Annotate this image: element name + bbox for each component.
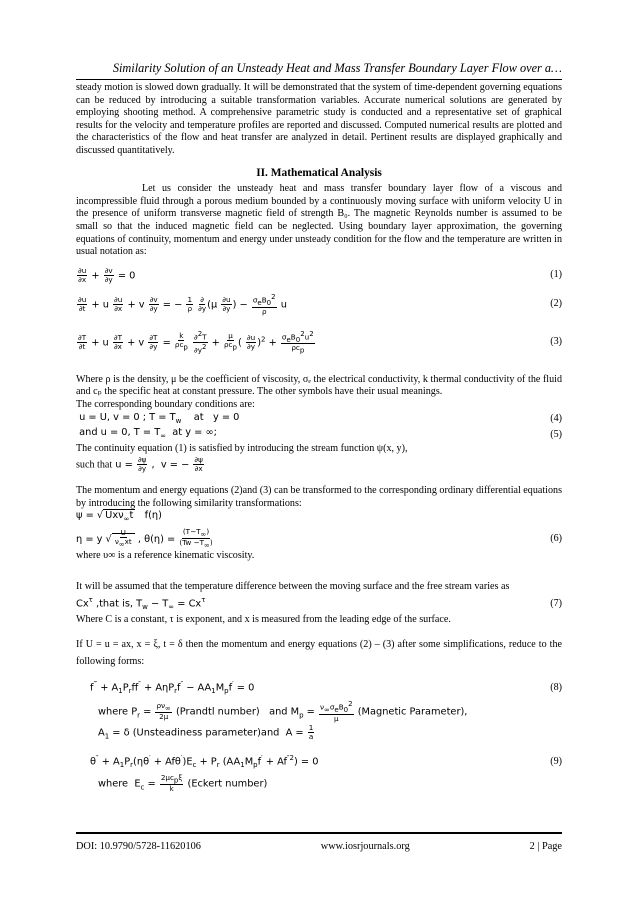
equation-3: $\frac{\partial T}{\partial t}$ + u $\frac{\partial T}{\partial x}$ + v $\frac{\partial T}{\partial y}$ = $\frac{k}{\rho c_p}$ $\frac{\partial^2T}{\partial y^2}$ + $\frac{\mu}{\rho c_p}$ ( $\frac{\partial u}{\partial y}$ )$^2$ + $\frac{\sigma_eB_0^2u^2}{\rho c_p}$ (3): [78, 329, 562, 355]
equation-9: $\theta'' + A_1P_r(\eta\theta' + Af\theta')E_c + P_r$ $(AA_1M_pf' + Af^{''2}) = 0$ (9): [90, 754, 562, 770]
page-footer: [76, 841, 562, 852]
similarity-paragraph: The momentum and energy equations (2)and (3) can be transformed to the corresponding ordinary differential equations by introducing the following similarity transformations:: [76, 485, 562, 509]
header-rule: [76, 79, 562, 80]
equation-6: η = y √ $\frac{U}{\nu_\infty xt}$ , θ(η) = $\frac{(T-T_\infty)}{(Tw -T_\infty)}$ (6): [76, 527, 562, 550]
section-heading: II. Mathematical Analysis: [256, 166, 382, 179]
boundary-condition-4: u = U, v = 0 ; $T = T_w$ at y = 0 (4): [76, 411, 562, 425]
main-body: [76, 82, 562, 794]
equation-2: $\frac{\partial u}{\partial t}$ + u $\frac{\partial u}{\partial x}$ + v $\frac{\partial v}{\partial y}$ = − $\frac{1}{\rho}$ $\frac{\partial}{\partial y}$ (μ $\frac{\partial u}{\partial y}$ ) − $\frac{\sigma_eB_0^2}{\rho}$ u (2): [78, 292, 562, 316]
page-number: 2 | Page: [529, 841, 562, 852]
boundary-condition-5: and u = 0, $T = T_\infty$ at y = ∞; (5): [76, 427, 562, 441]
equation-number: (1): [550, 268, 562, 280]
intro-paragraph: steady motion is slowed down gradually. It will be demonstrated that the system of time-dependent governing equations can be reduced by introducing a suitable transformation variables. Accurate numerical solutions are generated by employing shooting method. A comprehensive parametric study is conducted and a representative set of graphical results for the velocity and temperature profiles are reported and discussed. Computed numerical results are plotted and the characteristics of the flow and heat transfer are analyzed in detail. Pertinent results are displayed graphically and discussed quantitatively.: [76, 82, 562, 156]
equation-number: (3): [550, 335, 562, 347]
analysis-paragraph: Let us consider the unsteady heat and mass transfer boundary layer flow of a viscous and incompressible fluid through a porous medium bounded by a continuously moving surface with uniform velocity U in the presence of uniform transverse magnetic field of strength B₀. The magnetic Reynolds number is assumed to be small so that the induced magnetic field can be neglected. Using boundary layer approximation, the governing equations of continuity, momentum and energy under unsteady condition for the flow and the temperature are written in usual notation as:: [76, 183, 562, 258]
continuity-paragraph: The continuity equation (1) is satisfied by introducing the stream function ψ(x, y),: [76, 442, 408, 454]
psi-transformation: ψ = √ Uxν$_\infty$t f(η): [76, 510, 162, 524]
where-paragraph: Where ρ is the density, μ be the coefficient of viscosity, σₑ the electrical conductivity, k thermal conductivity of the fluid and cₚ the specific heat at constant pressure. The other symbols have their usual meanings.: [76, 373, 562, 398]
simplification-paragraph: If U = u = ax, x = ξ, t = δ then the momentum and energy equations (2) – (3) after some simplifications, reduce to the following forms:: [76, 639, 562, 668]
eckert-definition: where $E_c$ = $\frac{2\mu c_p\xi}{k}$ (Eckert number): [98, 772, 268, 794]
temperature-assumption: It will be assumed that the temperature difference between the moving surface and the free stream varies as: [76, 581, 510, 593]
kinematic-viscosity-note: where υ∞ is a reference kinematic viscosity.: [76, 549, 255, 561]
equation-8: $f^‴ + A_1P_rff'' + A\eta P_rf'' - AA_1M_pf' = 0$ (8): [90, 680, 562, 696]
equation-1: $\frac{\partial u}{\partial x}$ + $\frac{\partial v}{\partial y}$ = 0 (1): [78, 265, 562, 284]
stream-function-definition: such that u = $\frac{\partial\psi}{\partial y}$ , v = − $\frac{\partial\psi}{\partial x}$: [76, 455, 203, 474]
prandtl-definition: where $P_r$ = $\frac{\rho\nu_\infty}{2\mu}$ (Prandtl number) and $M_p$ = $\frac{\nu_\infty\sigma_eB_0^2}{\mu}$ (Magnetic Parameter),: [98, 700, 468, 724]
doi-text: DOI: 10.9790/5728-11620106: [76, 841, 201, 852]
footer-rule: [76, 832, 562, 834]
running-header: Similarity Solution of an Unsteady Heat and Mass Transfer Boundary Layer Flow over a…: [112, 61, 562, 75]
boundary-intro: The corresponding boundary conditions are:: [76, 399, 255, 410]
equation-7: $Cx^\tau$ ,that is, $T_w - T_\infty = Cx^\tau$ (7): [76, 596, 562, 612]
unsteadiness-definition: $A_1 = \delta$ (Unsteadiness parameter)and A = $\frac{1}{a}$: [98, 723, 314, 742]
constant-note: Where C is a constant, τ is exponent, and x is measured from the leading edge of the surface.: [76, 613, 451, 625]
journal-link[interactable]: www.iosrjournals.org: [320, 841, 410, 852]
equation-number: (2): [550, 297, 562, 309]
